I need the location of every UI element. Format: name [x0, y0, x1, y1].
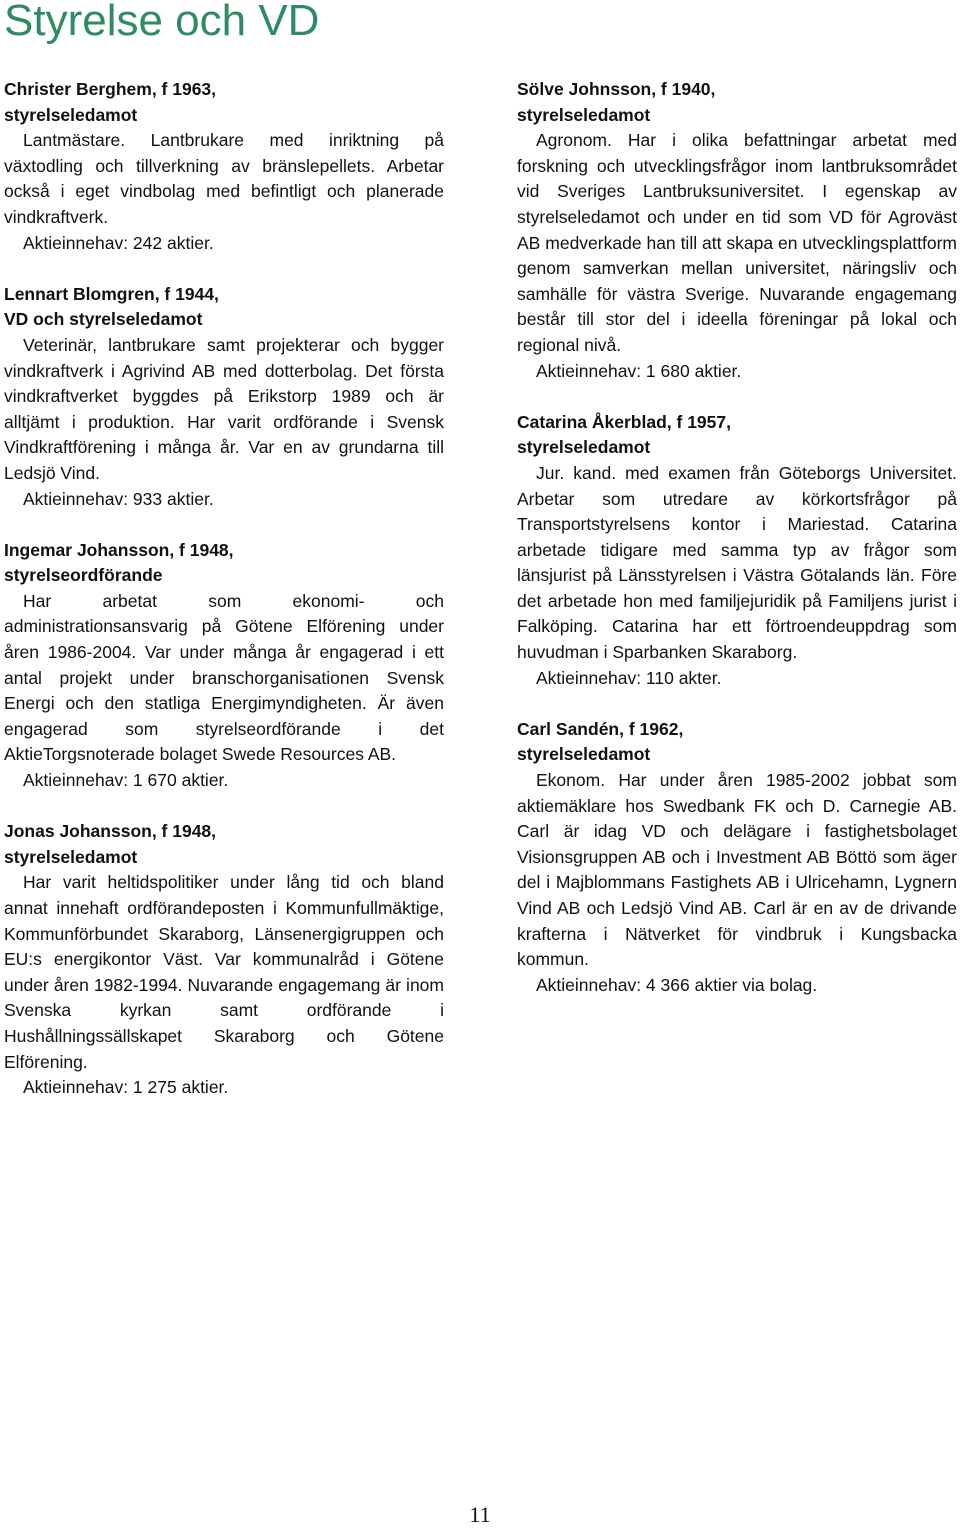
- member-bio: Veterinär, lantbrukare samt projekterar och bygger vindkraftverk i Agrivind AB med dotterbolag. Det första vindkraftverket byggdes på Erikstorp 1989 och är alltjämt i produktion. Har varit ordförande i Svensk Vindkraftförening i många år. Var en av grundarna till Ledsjö Vind.: [4, 334, 444, 483]
- right-column: [517, 77, 957, 1024]
- board-member-christer-berghem: [4, 77, 444, 256]
- member-holdings: Aktieinnehav: 1 680 aktier.: [536, 360, 742, 381]
- member-bio: Ekonom. Har under åren 1985-2002 jobbat som aktiemäklare hos Swedbank FK och D. Carnegie AB. Carl är idag VD och delägare i fastighetsbolaget Visionsgruppen AB och i Investment AB Böttö som äger del i Majblommans Fastighets AB i Ulricehamn, Lygnern Vind AB och Ledsjö Vind AB. Carl är en av de drivande krafterna i Nätverket för vindbruk i Kungsbacka kommun.: [517, 770, 957, 970]
- board-member-jonas-johansson: [4, 819, 444, 1101]
- board-member-lennart-blomgren: [4, 282, 444, 512]
- member-holdings: Aktieinnehav: 4 366 aktier via bolag.: [536, 974, 818, 995]
- member-bio: Jur. kand. med examen från Göteborgs Universitet. Arbetar som utredare av körkortsfrågor på Transportstyrelsens kontor i Mariestad. Catarina arbetade tidigare med samma typ av frågor som länsjurist på Länsstyrelsen i Västra Götalands län. Före det arbetade hon med familjejuridik på Familjens jurist i Falköping. Catarina har ett förtroendeuppdrag som huvudman i Sparbanken Skaraborg.: [517, 462, 957, 663]
- member-bio: Har arbetat som ekonomi- och administrationsansvarig på Götene Elförening under åren 1986-2004. Var under många år engagerad i ett antal projekt under branschorganisationen Svensk Energi och den statliga Energimyndigheten. Är även engagerad som styrelseordförande i det AktieTorgsnoterade bolaget Swede Resources AB.: [4, 590, 444, 765]
- member-role: styrelseledamot: [517, 104, 651, 125]
- member-role: styrelseledamot: [517, 744, 651, 765]
- member-name-line: Sölve Johnsson, f 1940,: [517, 79, 716, 99]
- member-bio: Lantmästare. Lantbrukare med inriktning på växtodling och tillverkning av bränslepellets. Arbetar också i eget vindbolag med befintligt och planerade vindkraftverk.: [4, 130, 444, 227]
- page-title: Styrelse och VD: [4, 0, 320, 45]
- member-holdings: Aktieinnehav: 1 670 aktier.: [23, 770, 229, 791]
- member-name-line: Catarina Åkerblad, f 1957,: [517, 411, 731, 432]
- left-column: [4, 77, 444, 1126]
- member-name-line: Christer Berghem, f 1963,: [4, 79, 217, 99]
- member-holdings: Aktieinnehav: 242 aktier.: [23, 232, 214, 253]
- member-bio: Agronom. Har i olika befattningar arbetat med forskning och utvecklingsfrågor inom lantbruksområdet vid Sveriges Lantbruksuniversitet. I egenskap av styrelseledamot och under en tid som VD för Agroväst AB medverkade han till att skapa en utvecklingsplattform genom samverkan mellan universitet, näringsliv och samhälle för västra Sverige. Nuvarande engagemang består till stor del i ideella föreningar på lokal och regional nivå.: [517, 130, 957, 355]
- member-holdings: Aktieinnehav: 933 aktier.: [23, 488, 214, 509]
- member-role: styrelseledamot: [4, 846, 138, 867]
- board-member-ingemar-johansson: [4, 538, 444, 794]
- member-name-line: Jonas Johansson, f 1948,: [4, 821, 217, 842]
- member-role: VD och styrelseledamot: [4, 309, 203, 330]
- board-member-catarina-akerblad: [517, 410, 957, 692]
- member-bio: Har varit heltidspolitiker under lång tid och bland annat innehaft ordförandeposten i Kommunfullmäktige, Kommunförbundet Skaraborg, Länsenergigruppen och EU:s energikontor Väst. Var kommunalråd i Götene under åren 1982-1994. Nuvarande engagemang är inom Svenska kyrkan samt ordförande i Hushållningssällskapet Skaraborg och Götene Elförening.: [4, 872, 444, 1072]
- member-role: styrelseordförande: [4, 565, 163, 586]
- member-role: styrelseledamot: [4, 104, 138, 125]
- board-member-carl-sanden: [517, 717, 957, 999]
- member-holdings: Aktieinnehav: 1 275 aktier.: [23, 1077, 229, 1098]
- member-holdings: Aktieinnehav: 110 akter.: [536, 667, 722, 688]
- member-role: styrelseledamot: [517, 437, 651, 458]
- member-name-line: Ingemar Johansson, f 1948,: [4, 539, 234, 560]
- member-name-line: Carl Sandén, f 1962,: [517, 718, 684, 739]
- board-member-solve-johnsson: [517, 77, 957, 384]
- member-name-line: Lennart Blomgren, f 1944,: [4, 283, 219, 304]
- page-number: 11: [469, 1502, 491, 1527]
